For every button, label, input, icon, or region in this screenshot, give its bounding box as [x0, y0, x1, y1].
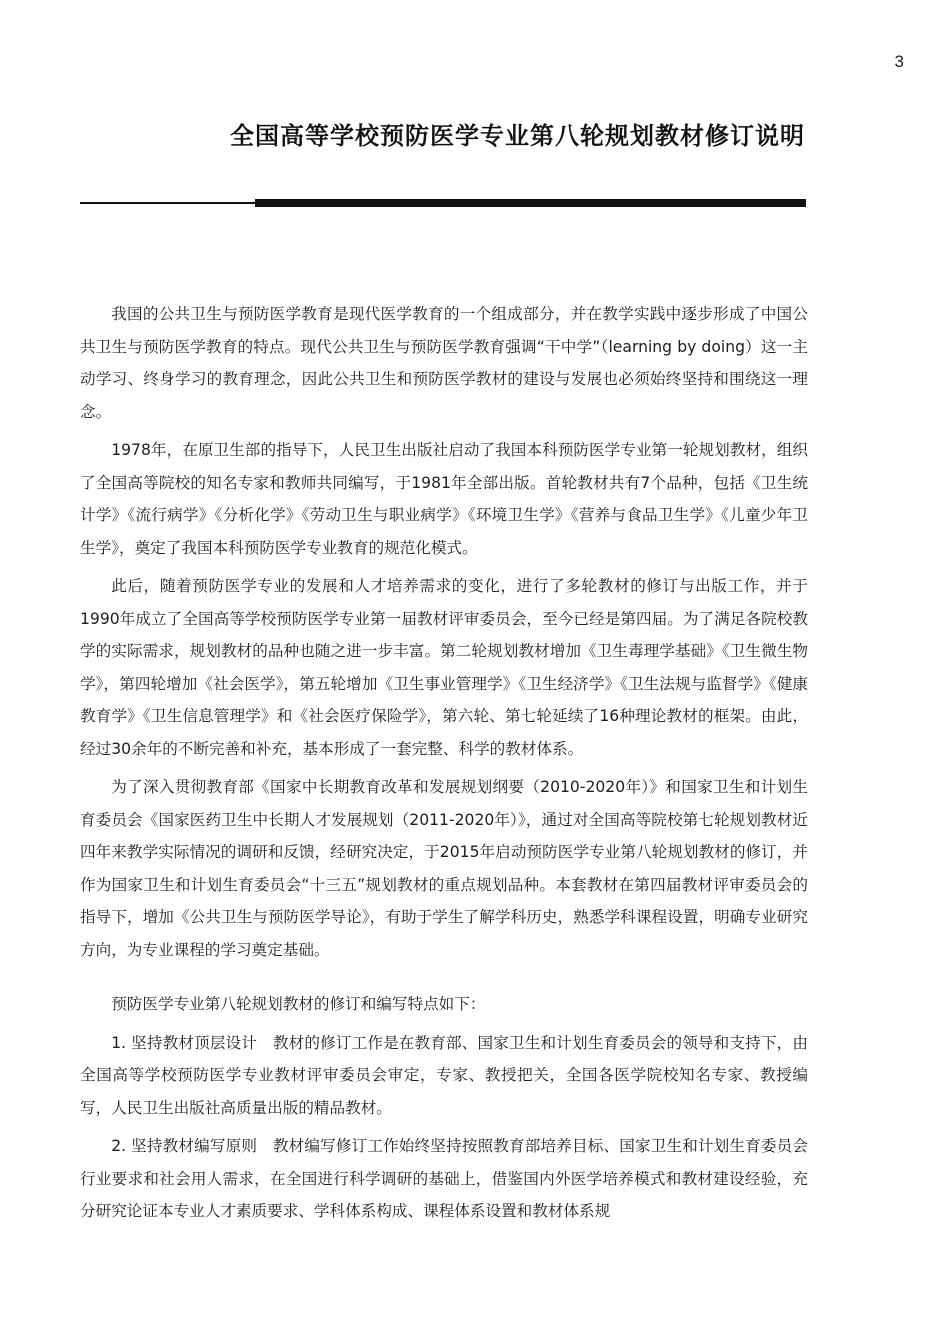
- paragraph-intro: 我国的公共卫生与预防医学教育是现代医学教育的一个组成部分，并在教学实践中逐步形成了中国公共卫生与预防医学教育的特点。现代公共卫生与预防医学教育强调“干中学”（learning by doing）这一主动学习、终身学习的教育理念，因此公共卫生和预防医学教材的建设与发展也必须始终坚持和围绕这一理念。: [80, 305, 808, 421]
- body-text: [80, 298, 808, 1234]
- title-rule: [80, 199, 806, 207]
- page-title: 全国高等学校预防医学专业第八轮规划教材修订说明: [230, 122, 805, 150]
- title-rule-thick: [255, 199, 806, 207]
- paragraph-features-heading: 预防医学专业第八轮规划教材的修订和编写特点如下：: [111, 995, 486, 1013]
- page-number: 3: [894, 52, 904, 71]
- paragraph-eighth-round: 为了深入贯彻教育部《国家中长期教育改革和发展规划纲要（2010-2020年）》和国家卫生和计划生育委员会《国家医药卫生中长期人才发展规划（2011-2020年）》，通过对全国高等院校第七轮规划教材近四年来教学实际情况的调研和反馈，经研究决定，于2015年启动预防医学专业第八轮规划教材的修订，并作为国家卫生和计划生育委员会“十三五”规划教材的重点规划品种。本套教材在第四届教材评审委员会的指导下，增加《公共卫生与预防医学导论》，有助于学生了解学科历史，熟悉学科课程设置，明确专业研究方向，为专业课程的学习奠定基础。: [80, 778, 808, 959]
- paragraph-feature-1: 1. 坚持教材顶层设计 教材的修订工作是在教育部、国家卫生和计划生育委员会的领导和支持下，由全国高等学校预防医学专业教材评审委员会审定，专家、教授把关，全国各医学院校知名专家、教授编写，人民卫生出版社高质量出版的精品教材。: [80, 1033, 808, 1117]
- title-rule-thin: [80, 202, 260, 204]
- paragraph-history-1978: 1978年，在原卫生部的指导下，人民卫生出版社启动了我国本科预防医学专业第一轮规划教材，组织了全国高等院校的知名专家和教师共同编写，于1981年全部出版。首轮教材共有7个品种，包括《卫生统计学》《流行病学》《分析化学》《劳动卫生与职业病学》《环境卫生学》《营养与食品卫生学》《儿童少年卫生学》，奠定了我国本科预防医学专业教育的规范化模式。: [80, 441, 808, 557]
- paragraph-history-later: 此后，随着预防医学专业的发展和人才培养需求的变化，进行了多轮教材的修订与出版工作，并于1990年成立了全国高等学校预防医学专业第一届教材评审委员会，至今已经是第四届。为了满足各院校教学的实际需求，规划教材的品种也随之进一步丰富。第二轮规划教材增加《卫生毒理学基础》《卫生微生物学》，第四轮增加《社会医学》，第五轮增加《卫生事业管理学》《卫生经济学》《卫生法规与监督学》《健康教育学》《卫生信息管理学》和《社会医疗保险学》，第六轮、第七轮延续了16种理论教材的框架。由此，经过30余年的不断完善和补充，基本形成了一套完整、科学的教材体系。: [80, 577, 808, 758]
- paragraph-feature-2: 2. 坚持教材编写原则 教材编写修订工作始终坚持按照教育部培养目标、国家卫生和计划生育委员会行业要求和社会用人需求，在全国进行科学调研的基础上，借鉴国内外医学培养模式和教材建设经验，充分研究论证本专业人才素质要求、学科体系构成、课程体系设置和教材体系规: [80, 1137, 808, 1220]
